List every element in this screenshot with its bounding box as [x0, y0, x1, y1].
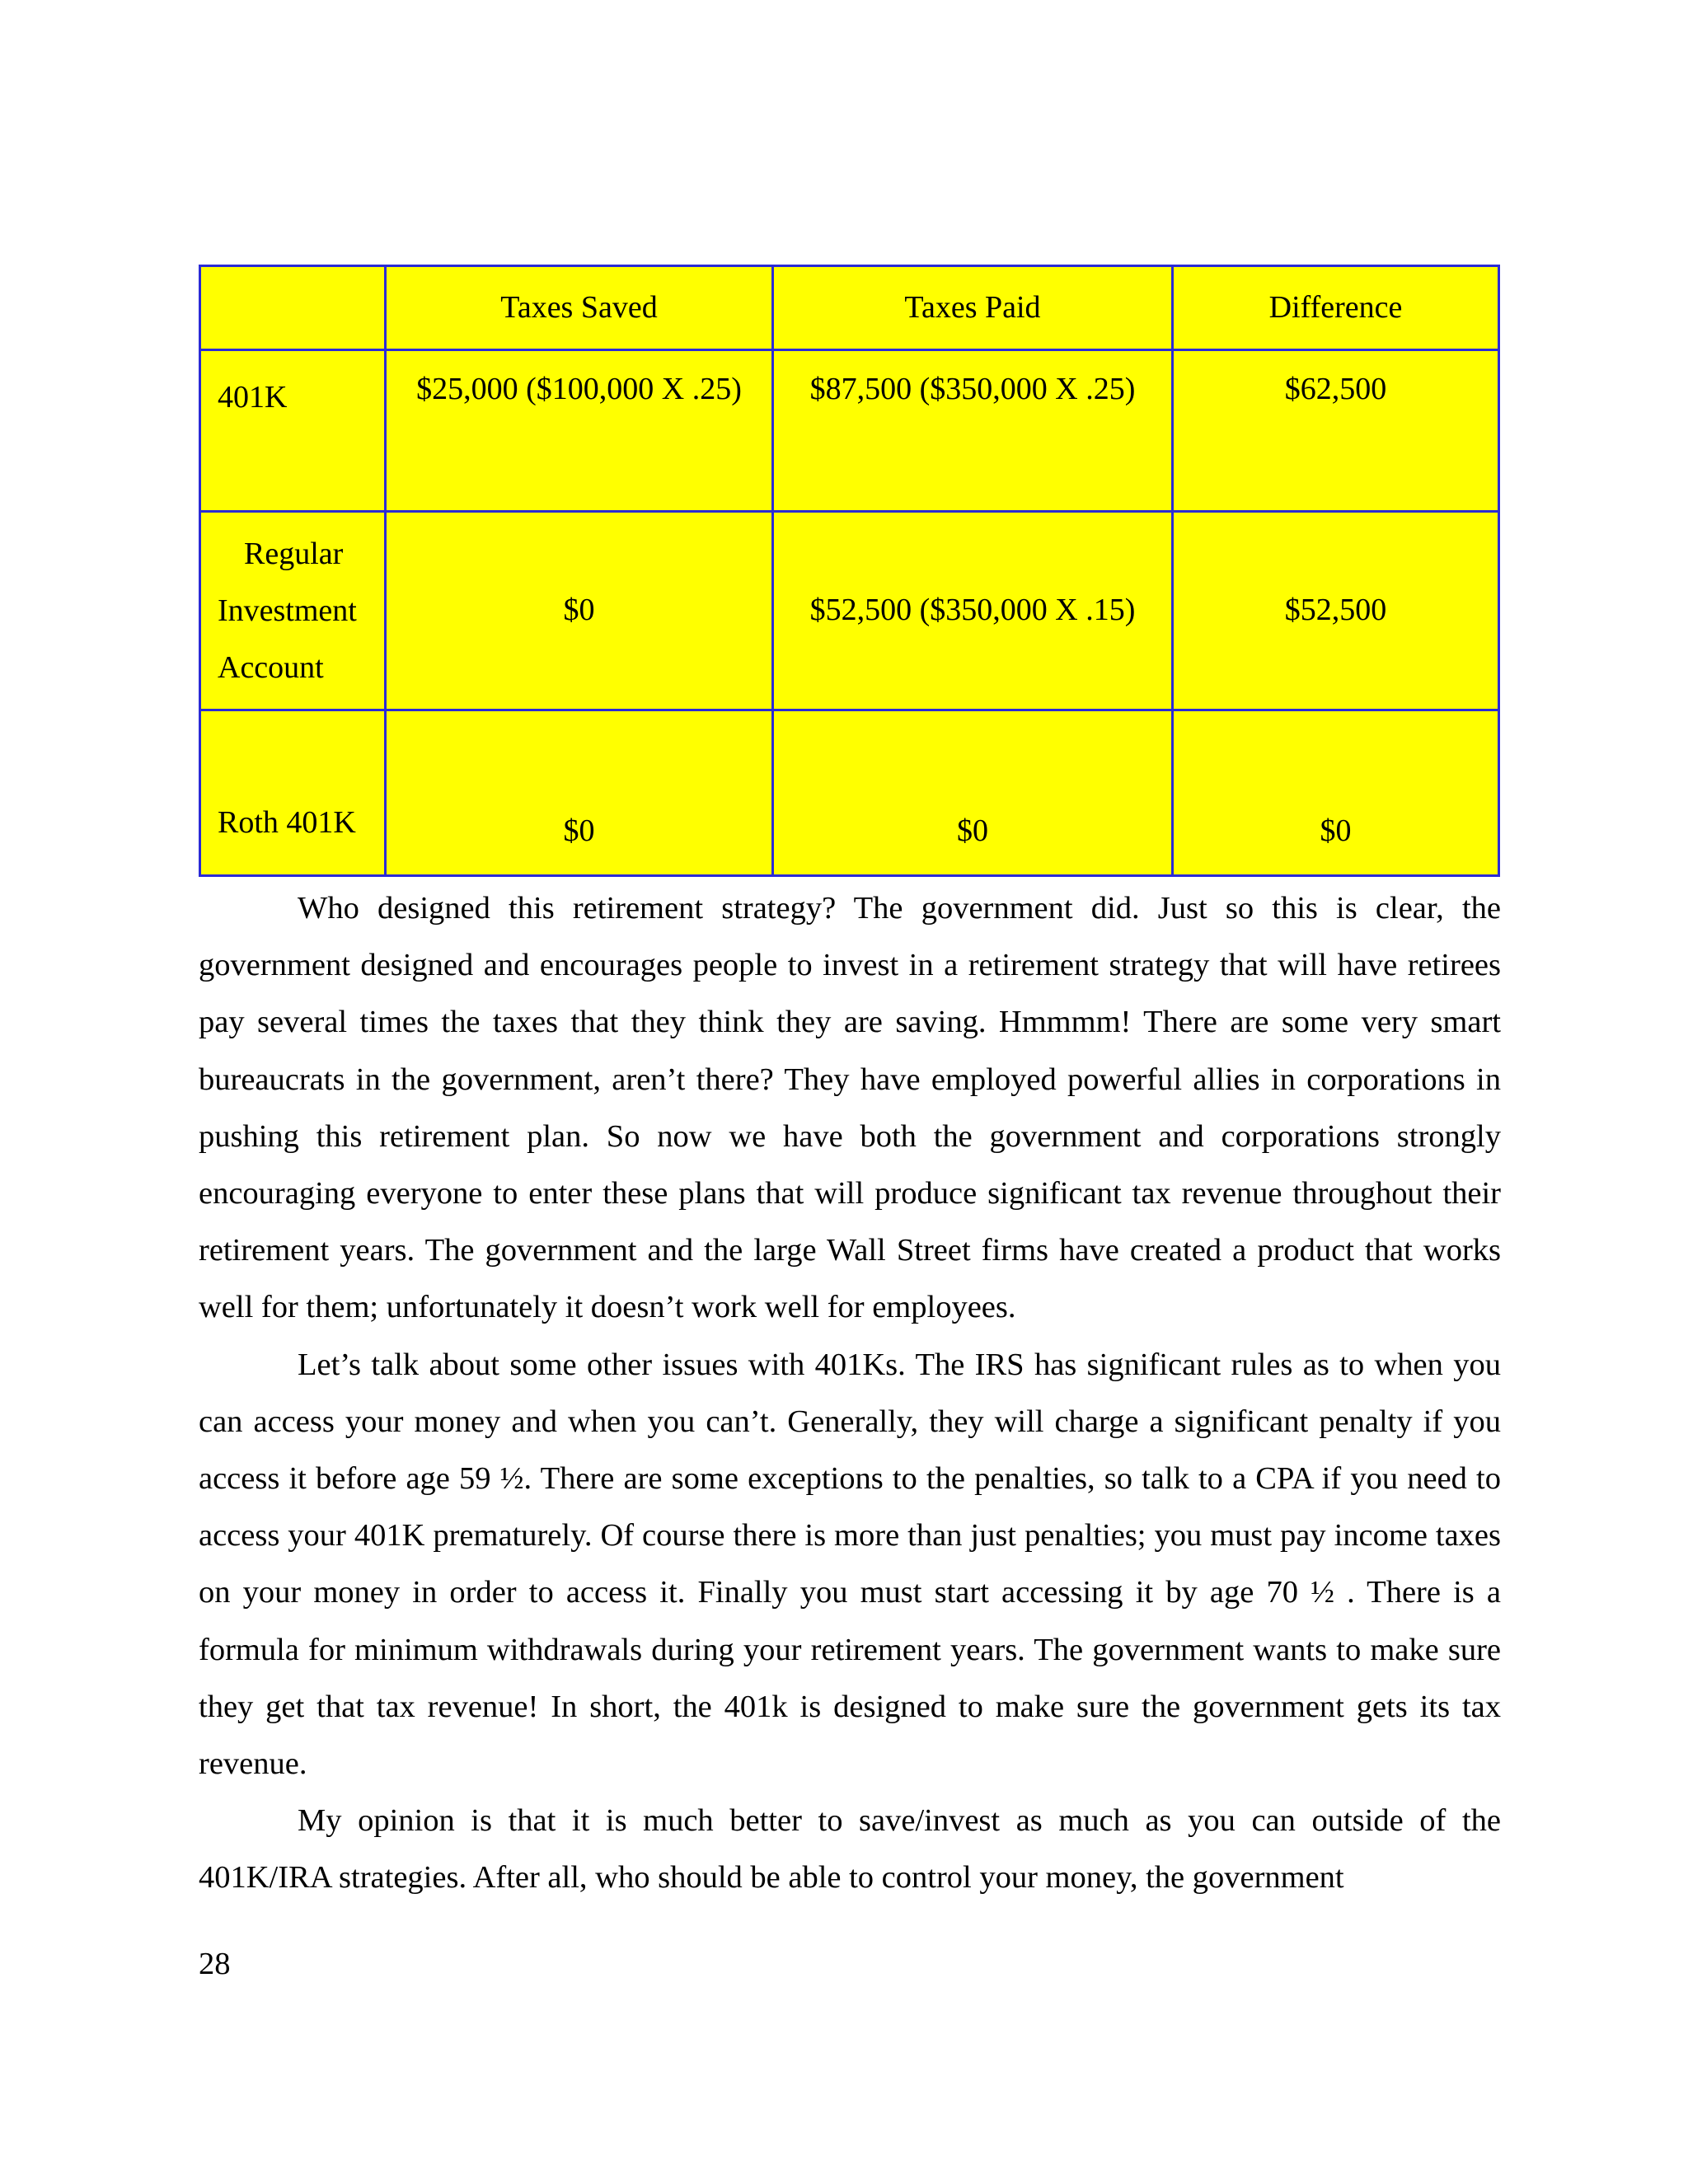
cell-taxes-saved: $0	[386, 512, 773, 710]
cell-taxes-saved: $25,000 ($100,000 X .25)	[386, 350, 773, 512]
table-row-regular-investment	[200, 512, 1499, 710]
paragraph: Who designed this retirement strategy? The government did. Just so this is clear, the government designed and encourages people to invest in a retirement strategy that will have retirees pay several times the taxes that they think they are saving. Hmmmm! There are some very smart bureaucrats in the government, aren’t there? They have employed powerful allies in corporations in pushing this retirement plan. So now we have both the government and corporations strongly encouraging everyone to enter these plans that will produce significant tax revenue throughout their retirement years. The government and the large Wall Street firms have created a product that works well for them; unfortunately it doesn’t work well for employees.	[199, 891, 1501, 1325]
table-row-401k	[200, 350, 1499, 512]
row-label-line: Roth 401K	[218, 805, 356, 840]
table-header-row	[200, 266, 1499, 350]
paragraph: Let’s talk about some other issues with 401Ks. The IRS has significant rules as to when you can access your money and when you can’t. Generally, they will charge a significant penalty if you access it before age 59 ½. There are some exceptions to the penalties, so talk to a CPA if you need to access your 401K prematurely. Of course there is more than just penalties; you must pay income taxes on your money in order to access it. Finally you must start accessing it by age 70 ½ . There is a formula for minimum withdrawals during your retirement years. The government wants to make sure they get that tax revenue! In short, the 401k is designed to make sure the government gets its tax revenue.	[199, 1347, 1501, 1782]
header-cell-taxes-paid: Taxes Paid	[773, 266, 1173, 350]
body-text	[199, 880, 1501, 1907]
cell-taxes-paid: $0	[773, 710, 1173, 876]
page-number: 28	[199, 1947, 231, 1981]
header-cell-difference: Difference	[1173, 266, 1499, 350]
row-label-401k	[200, 350, 386, 512]
header-cell-blank	[200, 266, 386, 350]
row-label-roth-401k	[200, 710, 386, 876]
row-label-regular-investment	[200, 512, 386, 710]
row-label-line: 401K	[218, 380, 288, 415]
header-cell-taxes-saved: Taxes Saved	[386, 266, 773, 350]
paragraph: My opinion is that it is much better to save/invest as much as you can outside of the 401K/IRA strategies. After all, who should be able to control your money, the government	[199, 1803, 1501, 1896]
cell-difference: $52,500	[1173, 512, 1499, 710]
cell-taxes-paid: $87,500 ($350,000 X .25)	[773, 350, 1173, 512]
row-label-line: Investment	[218, 593, 357, 628]
cell-difference: $0	[1173, 710, 1499, 876]
table-row-roth-401k	[200, 710, 1499, 876]
row-label-line: Regular	[244, 536, 344, 571]
row-label-line: Account	[218, 649, 324, 685]
tax-comparison-table	[199, 265, 1500, 877]
cell-taxes-saved: $0	[386, 710, 773, 876]
cell-taxes-paid: $52,500 ($350,000 X .15)	[773, 512, 1173, 710]
cell-difference: $62,500	[1173, 350, 1499, 512]
